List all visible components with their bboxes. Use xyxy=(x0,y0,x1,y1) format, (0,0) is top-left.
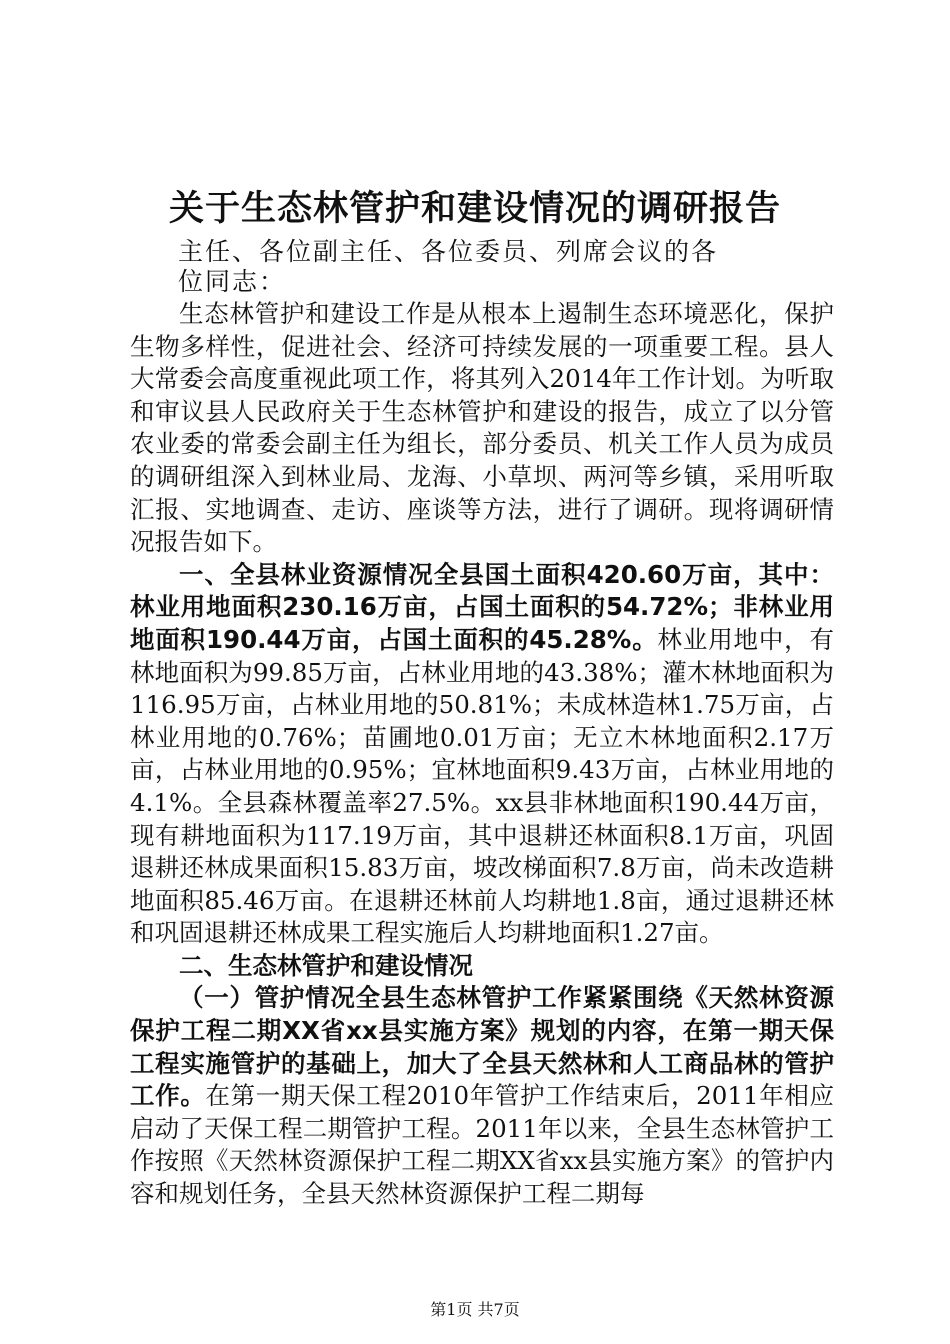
section-2-heading: 二、生态林管护和建设情况 xyxy=(179,950,473,980)
salutation: 主任、各位副主任、各位委员、列席会议的各位同志： xyxy=(178,237,719,296)
section-1-text: 林业用地中，有林地面积为99.85万亩，占林业用地的43.38%；灌木林地面积为116.95万亩，占林业用地的50.81%；未成林造林1.75万亩，占林业用地的0.76%；苗圃地0.01万亩；无立木林地面积2.17万亩，占林业用地的0.95%；宜林地面积9.43万亩，占林业用地的4.1%。全县森林覆盖率27.5%。xx县非林地面积190.44万亩，现有耕地面积为117.19万亩，其中退耕还林面积8.1万亩，巩固退耕还林成果面积15.83万亩，坡改梯面积7.8万亩，尚未改造耕地面积85.46万亩。在退耕还林前人均耕地1.8亩，通过退耕还林和巩固退耕还林成果工程实施后人均耕地面积1.27亩。 xyxy=(130,624,835,948)
document-title: 关于生态林管护和建设情况的调研报告 xyxy=(168,189,781,229)
section-1-heading: 一、全县林业资源情况全县国土面积420.60万亩，其中：林业用地面积230.16万亩，占国土面积的54.72%；非林业用地面积190.44万亩，占国土面积的45.28%。 xyxy=(130,559,834,654)
document-body xyxy=(130,298,834,1211)
page-number-footer: 第1页 共7页 xyxy=(430,1300,520,1319)
section-1-paragraph xyxy=(130,559,834,950)
section-2-sub-1-text: 在第一期天保工程2010年管护工作结束后，2011年相应启动了天保工程二期管护工程。2011年以来，全县生态林管护工作按照《天然林资源保护工程二期XX省xx县实施方案》的管护内容和规划任务，全县天然林资源保护工程二期每 xyxy=(130,1081,835,1209)
section-2-sub-1-paragraph xyxy=(130,982,834,1210)
intro-paragraph: 生态林管护和建设工作是从根本上遏制生态环境恶化，保护生物多样性，促进社会、经济可持续发展的一项重要工程。县人大常委会高度重视此项工作，将其列入2014年工作计划。为听取和审议县人民政府关于生态林管护和建设的报告，成立了以分管农业委的常委会副主任为组长，部分委员、机关工作人员为成员的调研组深入到林业局、龙海、小草坝、两河等乡镇，采用听取汇报、实地调查、走访、座谈等方法，进行了调研。现将调研情况报告如下。 xyxy=(130,299,834,557)
section-2-sub-1-heading: （一）管护情况全县生态林管护工作紧紧围绕《天然林资源保护工程二期XX省xx县实施方案》规划的内容，在第一期天保工程实施管护的基础上，加大了全县天然林和人工商品林的管护工作。 xyxy=(130,983,834,1111)
